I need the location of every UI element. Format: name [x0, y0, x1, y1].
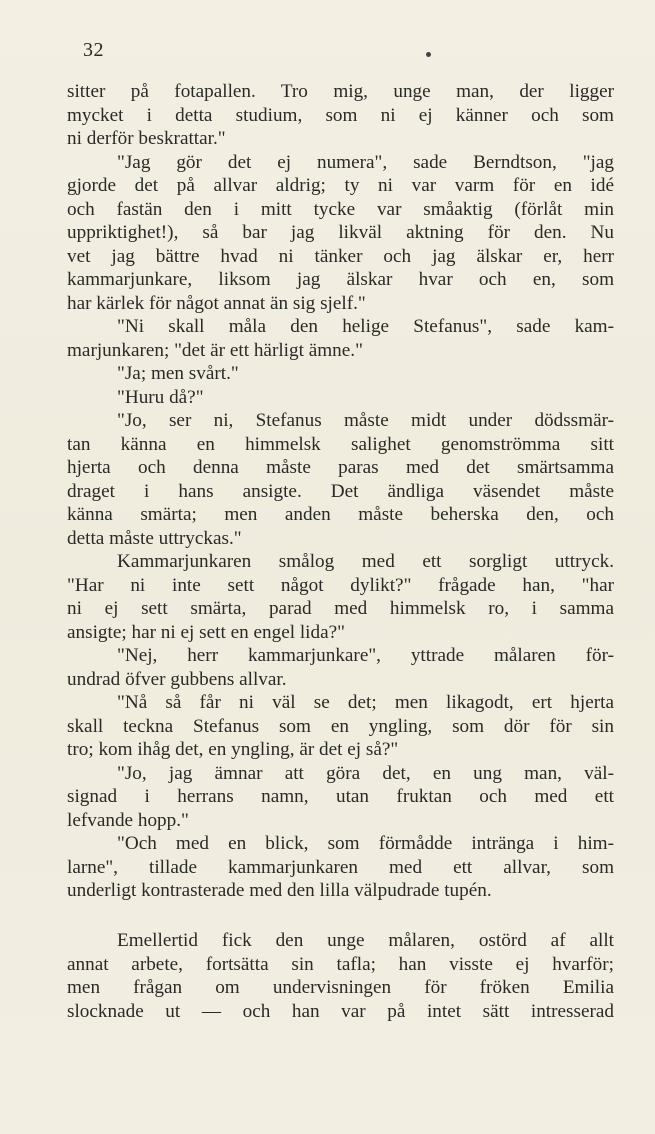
text-line: ansigte; har ni ej sett en engel lida?"	[67, 621, 345, 643]
print-speck	[426, 52, 431, 57]
text-line: lefvande hopp."	[67, 809, 189, 831]
text-line: kammarjunkare, liksom jag älskar hvar och en, som	[67, 269, 614, 290]
text-line: "Ni skall måla den helige Stefanus", sade kam-	[117, 316, 614, 337]
text-line: "Jo, jag ämnar att göra det, en ung man, väl-	[117, 762, 614, 784]
text-line: slocknade ut — och han var på intet sätt intresserad	[67, 1000, 614, 1022]
passage-dialogue	[67, 80, 614, 903]
text-line: uppriktighet!), så bar jag likväl aktning för den. Nu	[67, 222, 614, 243]
text-line: mycket i detta studium, som ni ej känner och som	[67, 104, 614, 126]
passage-narration	[67, 929, 614, 1023]
text-line: tan känna en himmelsk salighet genomströmma sitt	[67, 433, 614, 455]
text-line: marjunkaren; "det är ett härligt ämne."	[67, 339, 363, 361]
text-line: Emellertid fick den unge målaren, ostörd af allt	[117, 930, 614, 951]
text-line: skall teckna Stefanus som en yngling, som dör för sin	[67, 715, 614, 737]
text-line: underligt kontrasterade med den lilla välpudrade tupén.	[67, 880, 492, 901]
text-line: gjorde det på allvar aldrig; ty ni var varm för en idé	[67, 175, 614, 196]
text-line: "Nej, herr kammarjunkare", yttrade målaren för-	[117, 645, 614, 666]
text-line: känna smärta; men anden måste beherska den, och	[67, 504, 614, 525]
text-line: ni ej sett smärta, parad med himmelsk ro, i samma	[67, 598, 614, 619]
text-line: ni derför beskrattar."	[67, 128, 226, 149]
text-line: undrad öfver gubbens allvar.	[67, 668, 287, 690]
text-line: larne", tillade kammarjunkaren med ett allvar, som	[67, 856, 614, 878]
text-line: "Har ni inte sett något dylikt?" frågade han, "har	[67, 574, 614, 596]
text-line: och fastän den i mitt tycke var småaktig (förlåt min	[67, 198, 614, 220]
text-line: "Och med en blick, som förmådde intränga i him-	[117, 833, 614, 854]
text-line: vet jag bättre hvad ni tänker och jag älskar er, herr	[67, 245, 614, 267]
text-line: draget i hans ansigte. Det ändliga väsendet måste	[67, 480, 614, 502]
page-number: 32	[83, 39, 104, 61]
text-line: har kärlek för något annat än sig sjelf."	[67, 292, 366, 314]
text-line: "Ja; men svårt."	[117, 363, 239, 384]
text-line: "Nå så får ni väl se det; men likagodt, ert hjerta	[117, 692, 614, 713]
text-line: sitter på fotapallen. Tro mig, unge man, der ligger	[67, 81, 614, 102]
text-line: "Jo, ser ni, Stefanus måste midt under dödssmär-	[117, 410, 614, 431]
text-line: detta måste uttryckas."	[67, 527, 242, 549]
text-line: "Huru då?"	[117, 386, 204, 408]
text-line: annat arbete, fortsätta sin tafla; han visste ej hvarför;	[67, 953, 614, 975]
text-line: men frågan om undervisningen för fröken Emilia	[67, 977, 614, 998]
text-line: tro; kom ihåg det, en yngling, är det ej så?"	[67, 739, 399, 760]
text-line: signad i herrans namn, utan fruktan och med ett	[67, 786, 614, 807]
text-line: "Jag gör det ej numera", sade Berndtson, "jag	[117, 151, 614, 173]
text-line: Kammarjunkaren smålog med ett sorgligt uttryck.	[117, 551, 614, 572]
text-line: hjerta och denna måste paras med det smärtsamma	[67, 457, 614, 478]
